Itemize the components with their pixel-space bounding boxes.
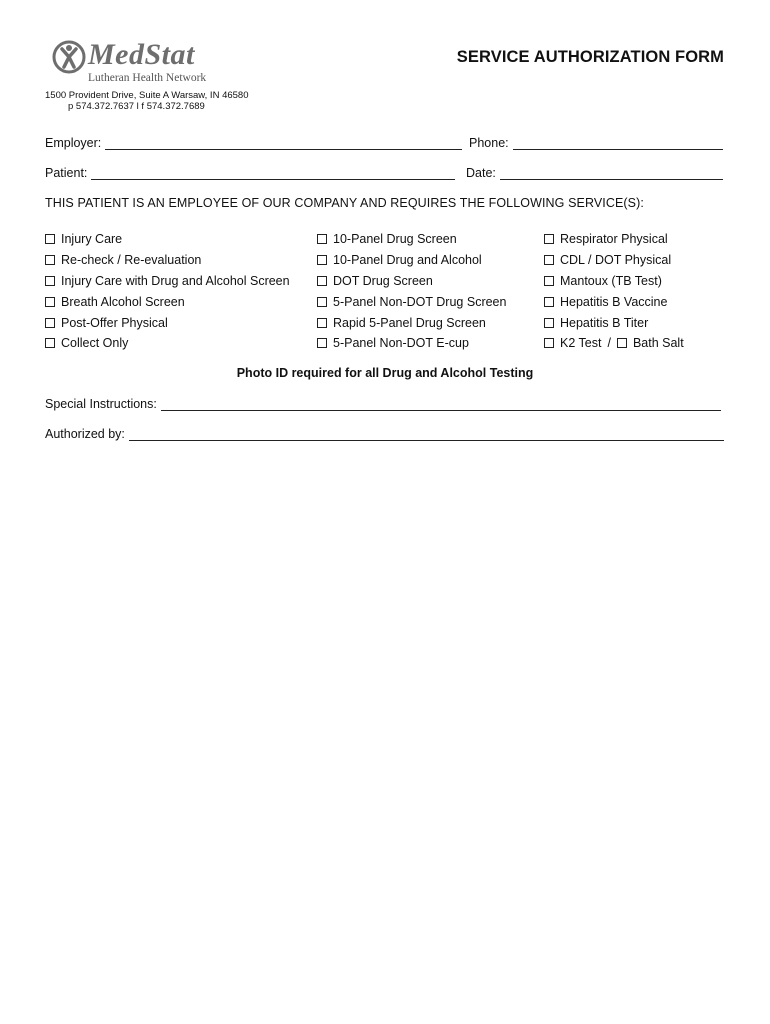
authorized-by-label: Authorized by: bbox=[45, 427, 125, 441]
services-column-3 bbox=[544, 229, 684, 354]
checkbox[interactable] bbox=[544, 297, 554, 307]
service-respirator-physical[interactable]: Respirator Physical bbox=[544, 229, 684, 250]
checkbox[interactable] bbox=[544, 276, 554, 286]
date-field[interactable] bbox=[466, 166, 723, 180]
service-k2-bath-salt bbox=[544, 333, 684, 354]
service-cdl-dot-physical[interactable]: CDL / DOT Physical bbox=[544, 250, 684, 271]
service-10-panel-drug[interactable]: 10-Panel Drug Screen bbox=[317, 229, 506, 250]
service-10-panel-drug-alcohol[interactable]: 10-Panel Drug and Alcohol bbox=[317, 250, 506, 271]
medstat-logo bbox=[52, 40, 222, 88]
special-instructions-line[interactable] bbox=[161, 398, 721, 411]
service-hep-b-vaccine[interactable]: Hepatitis B Vaccine bbox=[544, 291, 684, 312]
service-hep-b-titer[interactable]: Hepatitis B Titer bbox=[544, 312, 684, 333]
checkbox[interactable] bbox=[45, 234, 55, 244]
checkbox[interactable] bbox=[45, 297, 55, 307]
checkbox[interactable] bbox=[544, 338, 554, 348]
checkbox[interactable] bbox=[45, 318, 55, 328]
services-column-2 bbox=[317, 229, 506, 354]
patient-line[interactable] bbox=[91, 167, 455, 180]
address-line: 1500 Provident Drive, Suite A Warsaw, IN 46580 bbox=[45, 90, 249, 101]
checkbox[interactable] bbox=[45, 338, 55, 348]
date-label: Date: bbox=[466, 166, 496, 180]
service-breath-alcohol[interactable]: Breath Alcohol Screen bbox=[45, 291, 290, 312]
form-title: SERVICE AUTHORIZATION FORM bbox=[456, 48, 724, 66]
service-post-offer-physical[interactable]: Post-Offer Physical bbox=[45, 312, 290, 333]
checkbox[interactable] bbox=[617, 338, 627, 348]
patient-label: Patient: bbox=[45, 166, 88, 180]
special-instructions-field[interactable] bbox=[45, 397, 721, 411]
special-instructions-label: Special Instructions: bbox=[45, 397, 157, 411]
checkbox[interactable] bbox=[317, 255, 327, 265]
employer-label: Employer: bbox=[45, 136, 102, 150]
medstat-emblem-icon bbox=[52, 40, 86, 74]
checkbox[interactable] bbox=[544, 255, 554, 265]
service-bath-salt[interactable]: Bath Salt bbox=[617, 336, 684, 350]
phone-line[interactable] bbox=[513, 137, 723, 150]
checkbox[interactable] bbox=[317, 338, 327, 348]
brand-name: MedStat bbox=[88, 38, 195, 71]
authorized-by-line[interactable] bbox=[129, 428, 724, 441]
separator: / bbox=[607, 336, 611, 351]
brand-network: Lutheran Health Network bbox=[88, 72, 207, 84]
service-injury-care[interactable]: Injury Care bbox=[45, 229, 290, 250]
patient-field[interactable] bbox=[45, 166, 455, 180]
service-5-panel-ecup[interactable]: 5-Panel Non-DOT E-cup bbox=[317, 333, 506, 354]
checkbox[interactable] bbox=[45, 276, 55, 286]
service-rapid-5-panel[interactable]: Rapid 5-Panel Drug Screen bbox=[317, 312, 506, 333]
service-5-panel-non-dot[interactable]: 5-Panel Non-DOT Drug Screen bbox=[317, 291, 506, 312]
date-line[interactable] bbox=[500, 167, 723, 180]
address-block bbox=[45, 90, 248, 112]
checkbox[interactable] bbox=[45, 255, 55, 265]
authorized-by-field[interactable] bbox=[45, 427, 724, 441]
service-recheck[interactable]: Re-check / Re-evaluation bbox=[45, 250, 290, 271]
checkbox[interactable] bbox=[317, 234, 327, 244]
service-k2-test[interactable]: K2 Test bbox=[544, 336, 601, 350]
intro-text: THIS PATIENT IS AN EMPLOYEE OF OUR COMPANY AND REQUIRES THE FOLLOWING SERVICE(S): bbox=[45, 196, 644, 210]
service-mantoux[interactable]: Mantoux (TB Test) bbox=[544, 271, 684, 292]
service-injury-care-drug-alcohol[interactable]: Injury Care with Drug and Alcohol Screen bbox=[45, 271, 290, 292]
checkbox[interactable] bbox=[544, 318, 554, 328]
checkbox[interactable] bbox=[317, 318, 327, 328]
services-column-1 bbox=[45, 229, 290, 354]
service-dot-drug[interactable]: DOT Drug Screen bbox=[317, 271, 506, 292]
service-collect-only[interactable]: Collect Only bbox=[45, 333, 290, 354]
contact-line: p 574.372.7637 l f 574.372.7689 bbox=[68, 101, 205, 112]
checkbox[interactable] bbox=[317, 276, 327, 286]
checkbox[interactable] bbox=[317, 297, 327, 307]
employer-field[interactable] bbox=[45, 136, 462, 150]
employer-line[interactable] bbox=[105, 137, 462, 150]
phone-label: Phone: bbox=[469, 136, 509, 150]
photo-id-notice: Photo ID required for all Drug and Alcohol Testing bbox=[236, 366, 534, 380]
phone-field[interactable] bbox=[469, 136, 723, 150]
checkbox[interactable] bbox=[544, 234, 554, 244]
